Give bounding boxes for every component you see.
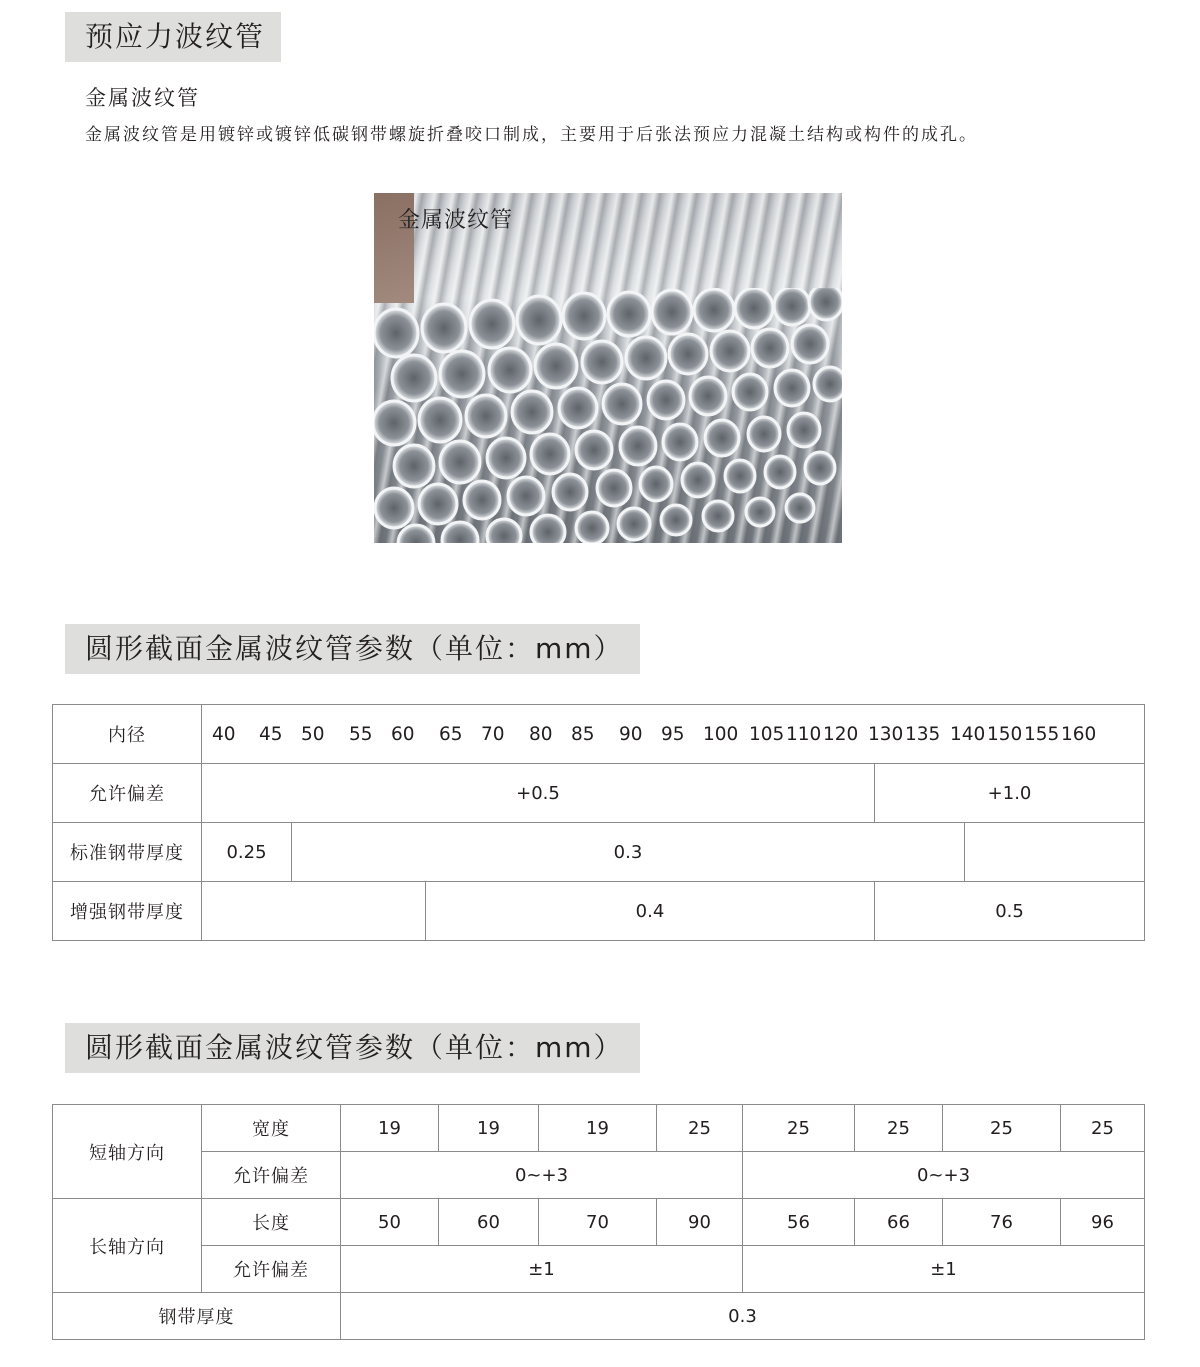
length-value: 56 — [743, 1199, 855, 1246]
long-tolerance-value: ±1 — [743, 1246, 1145, 1293]
table-row-inner-diameter — [53, 705, 1145, 764]
width-value: 25 — [657, 1105, 743, 1152]
table-row-long-axis-tolerance — [53, 1246, 1145, 1293]
circular-duct-spec-table — [52, 704, 1145, 941]
width-value: 25 — [855, 1105, 943, 1152]
diameter-value: 45 — [259, 723, 283, 745]
diameter-value: 90 — [619, 723, 643, 745]
standard-thickness-mid: 0.3 — [292, 823, 965, 882]
table-row-long-axis-length — [53, 1199, 1145, 1246]
standard-thickness-small: 0.25 — [202, 823, 292, 882]
row-label-length: 长度 — [202, 1199, 341, 1246]
tolerance-small: +0.5 — [202, 764, 875, 823]
diameter-value: 110 — [786, 723, 822, 745]
long-tolerance-value: ±1 — [341, 1246, 743, 1293]
diameter-value: 135 — [905, 723, 941, 745]
length-value: 60 — [439, 1199, 539, 1246]
diameter-value: 150 — [987, 723, 1023, 745]
row-label-tolerance: 允许偏差 — [53, 764, 202, 823]
product-subtitle: 金属波纹管 — [85, 86, 200, 110]
diameter-value: 60 — [391, 723, 415, 745]
length-value: 96 — [1061, 1199, 1145, 1246]
table-row-tolerance — [53, 764, 1145, 823]
row-label-standard-thickness: 标准钢带厚度 — [53, 823, 202, 882]
inner-diameter-values — [202, 705, 1145, 764]
row-label-width: 宽度 — [202, 1105, 341, 1152]
table-row-strip-thickness — [53, 1293, 1145, 1340]
section-title-table1: 圆形截面金属波纹管参数（单位：mm） — [65, 624, 640, 674]
width-value: 19 — [341, 1105, 439, 1152]
pipe-ends-illustration — [374, 288, 842, 543]
diameter-value: 95 — [661, 723, 685, 745]
diameter-value: 100 — [703, 723, 739, 745]
row-label-inner-diameter: 内径 — [53, 705, 202, 764]
section-title-prestressed-duct: 预应力波纹管 — [65, 12, 281, 62]
table-row-short-axis-width — [53, 1105, 1145, 1152]
length-value: 70 — [539, 1199, 657, 1246]
group-label-long-axis: 长轴方向 — [53, 1199, 202, 1293]
table-row-standard-thickness — [53, 823, 1145, 882]
row-label-strip-thickness: 钢带厚度 — [53, 1293, 341, 1340]
standard-thickness-large — [965, 823, 1145, 882]
length-value: 50 — [341, 1199, 439, 1246]
length-value: 76 — [943, 1199, 1061, 1246]
row-label-reinforced-thickness: 增强钢带厚度 — [53, 882, 202, 941]
diameter-value: 50 — [301, 723, 325, 745]
diameter-value: 130 — [868, 723, 904, 745]
product-photo — [374, 193, 842, 543]
section-title-table2: 圆形截面金属波纹管参数（单位：mm） — [65, 1023, 640, 1073]
diameter-value: 155 — [1024, 723, 1060, 745]
diameter-value: 85 — [571, 723, 595, 745]
diameter-value: 70 — [481, 723, 505, 745]
diameter-value: 120 — [823, 723, 859, 745]
reinforced-thickness-mid: 0.4 — [426, 882, 875, 941]
diameter-value: 40 — [212, 723, 236, 745]
width-value: 19 — [439, 1105, 539, 1152]
flat-duct-spec-table — [52, 1104, 1145, 1340]
short-tolerance-value: 0~+3 — [341, 1152, 743, 1199]
reinforced-thickness-large: 0.5 — [875, 882, 1145, 941]
strip-thickness-value: 0.3 — [341, 1293, 1145, 1340]
row-label-long-tolerance: 允许偏差 — [202, 1246, 341, 1293]
product-description: 金属波纹管是用镀锌或镀锌低碳钢带螺旋折叠咬口制成，主要用于后张法预应力混凝土结构或构件的成孔。 — [85, 125, 978, 145]
reinforced-thickness-small — [202, 882, 426, 941]
length-value: 66 — [855, 1199, 943, 1246]
group-label-short-axis: 短轴方向 — [53, 1105, 202, 1199]
row-label-short-tolerance: 允许偏差 — [202, 1152, 341, 1199]
table-row-reinforced-thickness — [53, 882, 1145, 941]
width-value: 25 — [743, 1105, 855, 1152]
short-tolerance-value: 0~+3 — [743, 1152, 1145, 1199]
width-value: 25 — [943, 1105, 1061, 1152]
photo-caption: 金属波纹管 — [398, 208, 514, 233]
tolerance-large: +1.0 — [875, 764, 1145, 823]
width-value: 19 — [539, 1105, 657, 1152]
diameter-value: 160 — [1061, 723, 1097, 745]
diameter-value: 105 — [749, 723, 785, 745]
diameter-value: 140 — [950, 723, 986, 745]
diameter-value: 65 — [439, 723, 463, 745]
diameter-value: 80 — [529, 723, 553, 745]
diameter-value: 55 — [349, 723, 373, 745]
table-row-short-axis-tolerance — [53, 1152, 1145, 1199]
width-value: 25 — [1061, 1105, 1145, 1152]
length-value: 90 — [657, 1199, 743, 1246]
